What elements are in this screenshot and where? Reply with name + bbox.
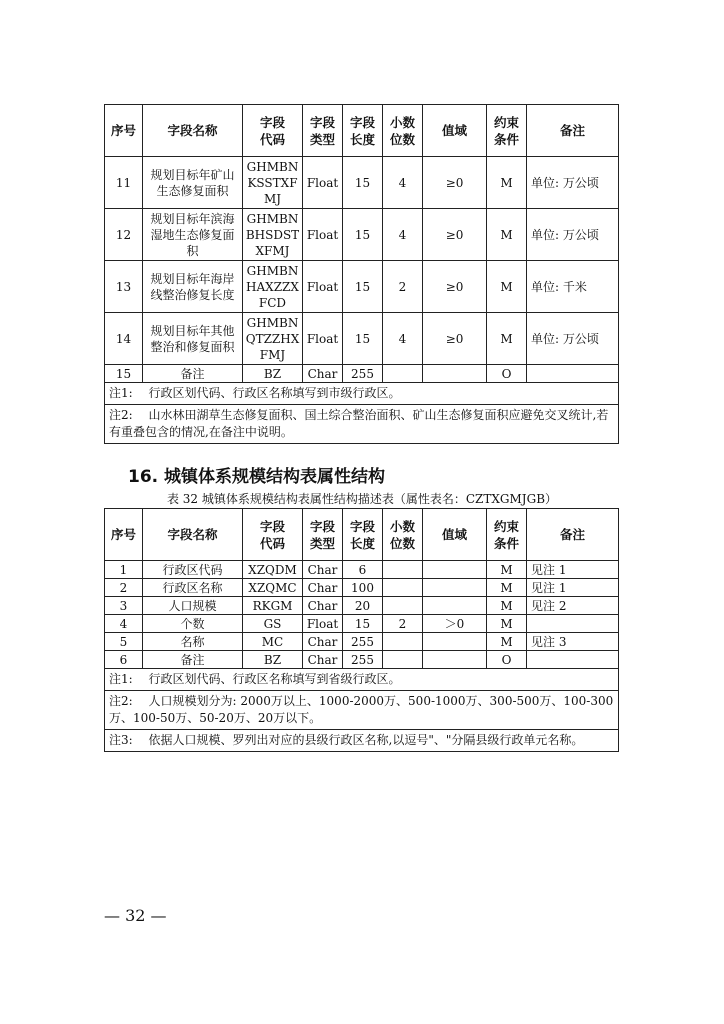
table-2-body [105,561,619,669]
cell-type: Float [303,313,343,365]
cell-no: 1 [105,561,143,579]
table-1 [104,104,619,444]
cell-code: GHMBNBHSDSTXFMJ [243,209,303,261]
cell-remark [527,651,619,669]
table-row [105,209,619,261]
cell-code: MC [243,633,303,651]
table-row [105,597,619,615]
header-decimals: 小数 位数 [383,509,423,561]
cell-no: 4 [105,615,143,633]
cell-type: Char [303,651,343,669]
note-label: 注1: [109,386,133,400]
header-name: 字段名称 [143,509,243,561]
cell-constraint: M [487,561,527,579]
table-row [105,561,619,579]
cell-name: 备注 [143,651,243,669]
header-type: 字段 类型 [303,509,343,561]
cell-constraint: M [487,157,527,209]
cell-name: 行政区代码 [143,561,243,579]
note-1 [105,669,619,691]
cell-constraint: M [487,313,527,365]
cell-remark: 单位: 万公顷 [527,157,619,209]
header-name: 字段名称 [143,105,243,157]
cell-no: 6 [105,651,143,669]
cell-length: 6 [343,561,383,579]
table-row [105,579,619,597]
note-1 [105,383,619,405]
note-text: 行政区划代码、行政区名称填写到省级行政区。 [148,672,401,686]
table-row [105,651,619,669]
table-caption: 表 32 城镇体系规模结构表属性结构描述表（属性表名：CZTXGMJGB） [166,492,558,506]
header-decimals: 小数 位数 [383,105,423,157]
cell-type: Float [303,157,343,209]
cell-name: 名称 [143,633,243,651]
cell-remark: 单位: 万公顷 [527,209,619,261]
table-2 [104,508,619,752]
header-constraint: 约束 条件 [487,105,527,157]
cell-decimals [383,651,423,669]
cell-type: Char [303,365,343,383]
cell-no: 12 [105,209,143,261]
cell-decimals: 2 [383,615,423,633]
header-code: 字段 代码 [243,105,303,157]
note-text: 行政区划代码、行政区名称填写到市级行政区。 [148,386,401,400]
cell-name: 人口规模 [143,597,243,615]
cell-name: 规划目标年矿山生态修复面积 [143,157,243,209]
cell-domain: ≥0 [423,261,487,313]
note-row [105,730,619,752]
cell-length: 20 [343,597,383,615]
cell-length: 15 [343,313,383,365]
cell-code: BZ [243,365,303,383]
note-2 [105,691,619,730]
cell-name: 规划目标年其他整治和修复面积 [143,313,243,365]
header-no: 序号 [105,509,143,561]
cell-remark [527,615,619,633]
cell-domain [423,597,487,615]
cell-remark: 见注 3 [527,633,619,651]
cell-constraint: M [487,615,527,633]
cell-constraint: M [487,633,527,651]
cell-decimals: 4 [383,209,423,261]
cell-code: GS [243,615,303,633]
cell-constraint: M [487,579,527,597]
cell-type: Char [303,633,343,651]
cell-length: 100 [343,579,383,597]
cell-domain [423,365,487,383]
cell-decimals: 2 [383,261,423,313]
table-header-row [105,509,619,561]
table-row [105,633,619,651]
cell-remark: 见注 2 [527,597,619,615]
note-label: 注2: [109,694,133,708]
cell-code: BZ [243,651,303,669]
header-remark: 备注 [527,105,619,157]
note-label: 注1: [109,672,133,686]
cell-constraint: M [487,261,527,313]
cell-code: GHMBNKSSTXFMJ [243,157,303,209]
cell-code: XZQMC [243,579,303,597]
cell-domain [423,633,487,651]
page-number: — 32 — [104,906,167,925]
cell-decimals [383,579,423,597]
table-row [105,615,619,633]
cell-domain [423,579,487,597]
cell-remark: 见注 1 [527,561,619,579]
cell-decimals: 4 [383,313,423,365]
cell-type: Char [303,597,343,615]
header-constraint: 约束 条件 [487,509,527,561]
cell-no: 11 [105,157,143,209]
cell-domain [423,561,487,579]
cell-type: Float [303,209,343,261]
cell-decimals [383,561,423,579]
cell-decimals [383,633,423,651]
cell-name: 规划目标年滨海湿地生态修复面积 [143,209,243,261]
cell-name: 规划目标年海岸线整治修复长度 [143,261,243,313]
cell-remark: 单位: 万公顷 [527,313,619,365]
header-no: 序号 [105,105,143,157]
header-domain: 值域 [423,105,487,157]
cell-no: 13 [105,261,143,313]
cell-constraint: O [487,651,527,669]
note-row [105,669,619,691]
header-length: 字段 长度 [343,509,383,561]
cell-domain: ＞0 [423,615,487,633]
table-row [105,313,619,365]
note-row [105,383,619,405]
cell-length: 255 [343,633,383,651]
header-length: 字段 长度 [343,105,383,157]
table-row [105,365,619,383]
section-heading: 16. 城镇体系规模结构表属性结构 [128,467,386,487]
note-2 [105,405,619,444]
cell-constraint: O [487,365,527,383]
table-row [105,157,619,209]
note-3 [105,730,619,752]
cell-domain: ≥0 [423,313,487,365]
cell-remark [527,365,619,383]
cell-decimals [383,597,423,615]
cell-name: 行政区名称 [143,579,243,597]
header-domain: 值域 [423,509,487,561]
note-text: 人口规模划分为: 2000万以上、1000-2000万、500-1000万、300-500万、100-300万、100-50万、50-20万、20万以下。 [109,694,614,725]
cell-decimals: 4 [383,157,423,209]
cell-no: 3 [105,597,143,615]
note-row [105,405,619,444]
cell-no: 15 [105,365,143,383]
cell-type: Char [303,579,343,597]
cell-code: XZQDM [243,561,303,579]
cell-type: Float [303,261,343,313]
cell-length: 15 [343,615,383,633]
cell-domain [423,651,487,669]
cell-name: 备注 [143,365,243,383]
cell-code: GHMBNHAXZZXFCD [243,261,303,313]
table-row [105,261,619,313]
cell-code: RKGM [243,597,303,615]
header-code: 字段 代码 [243,509,303,561]
note-label: 注3: [109,733,133,747]
cell-decimals [383,365,423,383]
cell-constraint: M [487,597,527,615]
table-header-row [105,105,619,157]
cell-type: Char [303,561,343,579]
note-text: 依据人口规模、罗列出对应的县级行政区名称,以逗号"、"分隔县级行政单元名称。 [148,733,584,747]
cell-name: 个数 [143,615,243,633]
cell-remark: 单位: 千米 [527,261,619,313]
header-remark: 备注 [527,509,619,561]
cell-domain: ≥0 [423,157,487,209]
cell-constraint: M [487,209,527,261]
header-type: 字段 类型 [303,105,343,157]
cell-length: 255 [343,651,383,669]
note-row [105,691,619,730]
cell-no: 5 [105,633,143,651]
cell-length: 15 [343,157,383,209]
cell-code: GHMBNQTZZHXFMJ [243,313,303,365]
note-text: 山水林田湖草生态修复面积、国土综合整治面积、矿山生态修复面积应避免交叉统计,若有重叠包含的情况,在备注中说明。 [109,408,609,439]
cell-type: Float [303,615,343,633]
cell-length: 15 [343,209,383,261]
cell-domain: ≥0 [423,209,487,261]
cell-remark: 见注 1 [527,579,619,597]
note-label: 注2: [109,408,133,422]
cell-length: 15 [343,261,383,313]
table-1-body [105,157,619,383]
cell-no: 2 [105,579,143,597]
cell-length: 255 [343,365,383,383]
cell-no: 14 [105,313,143,365]
